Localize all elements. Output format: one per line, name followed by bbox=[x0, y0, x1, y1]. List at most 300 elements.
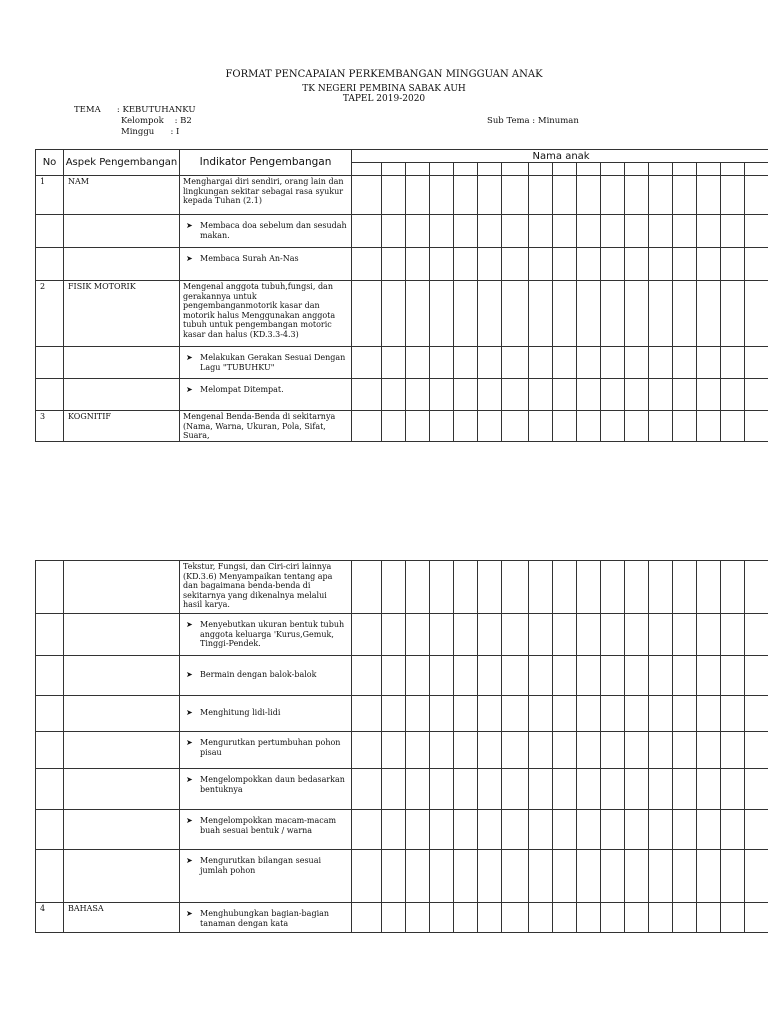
score-cell[interactable] bbox=[745, 810, 768, 850]
aspek-cell bbox=[64, 850, 180, 903]
score-cell[interactable] bbox=[721, 696, 745, 732]
score-cell[interactable] bbox=[406, 176, 430, 215]
score-cell[interactable] bbox=[697, 281, 721, 347]
score-cell[interactable] bbox=[625, 347, 649, 379]
score-cell[interactable] bbox=[601, 732, 625, 769]
score-cell[interactable] bbox=[430, 614, 454, 656]
score-cell[interactable] bbox=[649, 732, 673, 769]
column-header-nama-anak: Nama anak bbox=[352, 150, 768, 163]
score-cell[interactable] bbox=[721, 769, 745, 810]
score-cell[interactable] bbox=[625, 614, 649, 656]
score-cell[interactable] bbox=[478, 411, 502, 442]
score-cell[interactable] bbox=[745, 176, 768, 215]
score-cell[interactable] bbox=[577, 732, 601, 769]
score-cell[interactable] bbox=[454, 903, 478, 933]
score-cell[interactable] bbox=[382, 379, 406, 411]
student-name-header-cell bbox=[697, 163, 721, 176]
score-cell[interactable] bbox=[454, 732, 478, 769]
row-number bbox=[36, 696, 64, 732]
score-cell[interactable] bbox=[454, 379, 478, 411]
score-cell[interactable] bbox=[454, 769, 478, 810]
score-cell[interactable] bbox=[553, 347, 577, 379]
score-cell[interactable] bbox=[745, 696, 768, 732]
score-cell[interactable] bbox=[649, 769, 673, 810]
score-cell[interactable] bbox=[721, 215, 745, 248]
score-cell[interactable] bbox=[601, 696, 625, 732]
score-cell[interactable] bbox=[553, 215, 577, 248]
score-cell[interactable] bbox=[625, 281, 649, 347]
score-cell[interactable] bbox=[406, 215, 430, 248]
score-cell[interactable] bbox=[382, 248, 406, 281]
score-cell[interactable] bbox=[721, 810, 745, 850]
score-cell[interactable] bbox=[625, 215, 649, 248]
score-cell[interactable] bbox=[382, 810, 406, 850]
score-cell[interactable] bbox=[529, 810, 553, 850]
score-cell[interactable] bbox=[601, 379, 625, 411]
score-cell[interactable] bbox=[745, 769, 768, 810]
score-cell[interactable] bbox=[601, 769, 625, 810]
score-cell[interactable] bbox=[406, 696, 430, 732]
score-cell[interactable] bbox=[673, 614, 697, 656]
score-cell[interactable] bbox=[454, 850, 478, 903]
score-cell[interactable] bbox=[697, 379, 721, 411]
table-row bbox=[36, 903, 768, 933]
score-cell[interactable] bbox=[529, 614, 553, 656]
score-cell[interactable] bbox=[601, 411, 625, 442]
score-cell[interactable] bbox=[577, 281, 601, 347]
score-cell[interactable] bbox=[745, 903, 768, 933]
score-cell[interactable] bbox=[478, 656, 502, 696]
score-cell[interactable] bbox=[478, 347, 502, 379]
score-cell[interactable] bbox=[553, 810, 577, 850]
score-cell[interactable] bbox=[382, 281, 406, 347]
score-cell[interactable] bbox=[529, 248, 553, 281]
score-cell[interactable] bbox=[697, 561, 721, 614]
score-cell[interactable] bbox=[553, 769, 577, 810]
score-cell[interactable] bbox=[430, 215, 454, 248]
score-cell[interactable] bbox=[697, 769, 721, 810]
score-cell[interactable] bbox=[382, 347, 406, 379]
score-cell[interactable] bbox=[745, 411, 768, 442]
score-cell[interactable] bbox=[697, 903, 721, 933]
score-cell[interactable] bbox=[454, 656, 478, 696]
row-number: 4 bbox=[36, 903, 64, 933]
score-cell[interactable] bbox=[352, 656, 382, 696]
score-cell[interactable] bbox=[382, 850, 406, 903]
score-cell[interactable] bbox=[406, 347, 430, 379]
score-cell[interactable] bbox=[745, 281, 768, 347]
score-cell[interactable] bbox=[352, 379, 382, 411]
score-cell[interactable] bbox=[673, 347, 697, 379]
score-cell[interactable] bbox=[553, 696, 577, 732]
score-cell[interactable] bbox=[577, 656, 601, 696]
score-cell[interactable] bbox=[430, 732, 454, 769]
score-cell[interactable] bbox=[352, 215, 382, 248]
score-cell[interactable] bbox=[478, 903, 502, 933]
score-cell[interactable] bbox=[454, 411, 478, 442]
score-cell[interactable] bbox=[553, 379, 577, 411]
score-cell[interactable] bbox=[601, 248, 625, 281]
score-cell[interactable] bbox=[382, 614, 406, 656]
score-cell[interactable] bbox=[601, 281, 625, 347]
score-cell[interactable] bbox=[697, 614, 721, 656]
score-cell[interactable] bbox=[430, 248, 454, 281]
score-cell[interactable] bbox=[601, 850, 625, 903]
score-cell[interactable] bbox=[502, 561, 529, 614]
score-cell[interactable] bbox=[352, 903, 382, 933]
score-cell[interactable] bbox=[577, 850, 601, 903]
score-cell[interactable] bbox=[454, 561, 478, 614]
score-cell[interactable] bbox=[553, 281, 577, 347]
score-cell[interactable] bbox=[352, 769, 382, 810]
score-cell[interactable] bbox=[625, 411, 649, 442]
score-cell[interactable] bbox=[553, 614, 577, 656]
score-cell[interactable] bbox=[352, 850, 382, 903]
score-cell[interactable] bbox=[745, 614, 768, 656]
score-cell[interactable] bbox=[601, 215, 625, 248]
score-cell[interactable] bbox=[529, 379, 553, 411]
score-cell[interactable] bbox=[577, 769, 601, 810]
score-cell[interactable] bbox=[430, 903, 454, 933]
score-cell[interactable] bbox=[673, 215, 697, 248]
score-cell[interactable] bbox=[721, 656, 745, 696]
score-cell[interactable] bbox=[601, 176, 625, 215]
score-cell[interactable] bbox=[721, 379, 745, 411]
score-cell[interactable] bbox=[502, 850, 529, 903]
score-cell[interactable] bbox=[529, 215, 553, 248]
score-cell[interactable] bbox=[745, 850, 768, 903]
score-cell[interactable] bbox=[673, 769, 697, 810]
score-cell[interactable] bbox=[502, 411, 529, 442]
score-cell[interactable] bbox=[352, 248, 382, 281]
score-cell[interactable] bbox=[502, 810, 529, 850]
score-cell[interactable] bbox=[649, 248, 673, 281]
score-cell[interactable] bbox=[625, 176, 649, 215]
score-cell[interactable] bbox=[697, 411, 721, 442]
score-cell[interactable] bbox=[577, 248, 601, 281]
score-cell[interactable] bbox=[601, 614, 625, 656]
score-cell[interactable] bbox=[673, 411, 697, 442]
student-name-header-cell bbox=[502, 163, 529, 176]
score-cell[interactable] bbox=[406, 903, 430, 933]
score-cell[interactable] bbox=[352, 614, 382, 656]
table-row bbox=[36, 379, 768, 411]
score-cell[interactable] bbox=[673, 379, 697, 411]
score-cell[interactable] bbox=[649, 281, 673, 347]
score-cell[interactable] bbox=[478, 281, 502, 347]
score-cell[interactable] bbox=[502, 248, 529, 281]
score-cell[interactable] bbox=[553, 561, 577, 614]
student-name-header-cell bbox=[454, 163, 478, 176]
score-cell[interactable] bbox=[529, 347, 553, 379]
score-cell[interactable] bbox=[673, 281, 697, 347]
score-cell[interactable] bbox=[478, 810, 502, 850]
score-cell[interactable] bbox=[382, 656, 406, 696]
score-cell[interactable] bbox=[745, 732, 768, 769]
score-cell[interactable] bbox=[745, 215, 768, 248]
score-cell[interactable] bbox=[430, 281, 454, 347]
score-cell[interactable] bbox=[553, 903, 577, 933]
score-cell[interactable] bbox=[352, 281, 382, 347]
score-cell[interactable] bbox=[529, 696, 553, 732]
score-cell[interactable] bbox=[649, 656, 673, 696]
score-cell[interactable] bbox=[673, 850, 697, 903]
score-cell[interactable] bbox=[454, 215, 478, 248]
score-cell[interactable] bbox=[649, 810, 673, 850]
score-cell[interactable] bbox=[601, 561, 625, 614]
score-cell[interactable] bbox=[673, 903, 697, 933]
score-cell[interactable] bbox=[625, 810, 649, 850]
score-cell[interactable] bbox=[697, 176, 721, 215]
score-cell[interactable] bbox=[502, 281, 529, 347]
score-cell[interactable] bbox=[529, 176, 553, 215]
score-cell[interactable] bbox=[529, 769, 553, 810]
score-cell[interactable] bbox=[649, 903, 673, 933]
table-row bbox=[36, 248, 768, 281]
score-cell[interactable] bbox=[577, 810, 601, 850]
score-cell[interactable] bbox=[601, 656, 625, 696]
score-cell[interactable] bbox=[553, 411, 577, 442]
score-cell[interactable] bbox=[673, 810, 697, 850]
score-cell[interactable] bbox=[577, 696, 601, 732]
score-cell[interactable] bbox=[601, 347, 625, 379]
score-cell[interactable] bbox=[649, 379, 673, 411]
table-row bbox=[36, 656, 768, 696]
score-cell[interactable] bbox=[625, 656, 649, 696]
score-cell[interactable] bbox=[553, 850, 577, 903]
score-cell[interactable] bbox=[697, 215, 721, 248]
row-number bbox=[36, 347, 64, 379]
score-cell[interactable] bbox=[625, 769, 649, 810]
score-cell[interactable] bbox=[649, 850, 673, 903]
score-cell[interactable] bbox=[406, 656, 430, 696]
score-cell[interactable] bbox=[352, 561, 382, 614]
score-cell[interactable] bbox=[406, 769, 430, 810]
score-cell[interactable] bbox=[697, 810, 721, 850]
score-cell[interactable] bbox=[430, 656, 454, 696]
score-cell[interactable] bbox=[382, 903, 406, 933]
score-cell[interactable] bbox=[352, 347, 382, 379]
score-cell[interactable] bbox=[406, 614, 430, 656]
score-cell[interactable] bbox=[721, 248, 745, 281]
score-cell[interactable] bbox=[625, 903, 649, 933]
score-cell[interactable] bbox=[406, 411, 430, 442]
score-cell[interactable] bbox=[478, 379, 502, 411]
score-cell[interactable] bbox=[625, 379, 649, 411]
score-cell[interactable] bbox=[478, 215, 502, 248]
score-cell[interactable] bbox=[625, 850, 649, 903]
score-cell[interactable] bbox=[352, 732, 382, 769]
score-cell[interactable] bbox=[577, 176, 601, 215]
score-cell[interactable] bbox=[382, 561, 406, 614]
score-cell[interactable] bbox=[673, 561, 697, 614]
score-cell[interactable] bbox=[352, 810, 382, 850]
score-cell[interactable] bbox=[478, 732, 502, 769]
score-cell[interactable] bbox=[553, 176, 577, 215]
score-cell[interactable] bbox=[430, 810, 454, 850]
score-cell[interactable] bbox=[430, 696, 454, 732]
student-name-header-cell bbox=[406, 163, 430, 176]
student-name-header-cell bbox=[553, 163, 577, 176]
score-cell[interactable] bbox=[673, 732, 697, 769]
score-cell[interactable] bbox=[430, 769, 454, 810]
score-cell[interactable] bbox=[454, 347, 478, 379]
score-cell[interactable] bbox=[430, 379, 454, 411]
score-cell[interactable] bbox=[529, 411, 553, 442]
score-cell[interactable] bbox=[697, 656, 721, 696]
score-cell[interactable] bbox=[697, 248, 721, 281]
score-cell[interactable] bbox=[721, 614, 745, 656]
score-cell[interactable] bbox=[352, 176, 382, 215]
score-cell[interactable] bbox=[745, 379, 768, 411]
score-cell[interactable] bbox=[649, 614, 673, 656]
score-cell[interactable] bbox=[553, 732, 577, 769]
score-cell[interactable] bbox=[697, 696, 721, 732]
score-cell[interactable] bbox=[430, 850, 454, 903]
score-cell[interactable] bbox=[502, 696, 529, 732]
score-cell[interactable] bbox=[649, 347, 673, 379]
score-cell[interactable] bbox=[430, 347, 454, 379]
score-cell[interactable] bbox=[352, 696, 382, 732]
indikator-cell: Tekstur, Fungsi, dan Ciri-ciri lainnya (KD.3.6) Menyampaikan tentang apa dan bagaimana benda-benda di sekitarnya yang dikenalnya melalui hasil karya. bbox=[180, 561, 352, 614]
row-number bbox=[36, 561, 64, 614]
score-cell[interactable] bbox=[454, 810, 478, 850]
score-cell[interactable] bbox=[478, 850, 502, 903]
score-cell[interactable] bbox=[406, 248, 430, 281]
score-cell[interactable] bbox=[577, 903, 601, 933]
score-cell[interactable] bbox=[649, 176, 673, 215]
bullet-arrow-icon: ➤ bbox=[186, 385, 193, 394]
score-cell[interactable] bbox=[745, 347, 768, 379]
score-cell[interactable] bbox=[478, 614, 502, 656]
indikator-cell bbox=[180, 215, 352, 248]
score-cell[interactable] bbox=[352, 411, 382, 442]
indikator-cell bbox=[180, 379, 352, 411]
score-cell[interactable] bbox=[406, 850, 430, 903]
score-cell[interactable] bbox=[601, 903, 625, 933]
score-cell[interactable] bbox=[454, 696, 478, 732]
score-cell[interactable] bbox=[478, 769, 502, 810]
score-cell[interactable] bbox=[529, 850, 553, 903]
score-cell[interactable] bbox=[406, 810, 430, 850]
score-cell[interactable] bbox=[406, 379, 430, 411]
score-cell[interactable] bbox=[625, 248, 649, 281]
score-cell[interactable] bbox=[502, 732, 529, 769]
score-cell[interactable] bbox=[649, 411, 673, 442]
bullet-arrow-icon: ➤ bbox=[186, 856, 193, 865]
score-cell[interactable] bbox=[478, 696, 502, 732]
score-cell[interactable] bbox=[553, 248, 577, 281]
score-cell[interactable] bbox=[745, 656, 768, 696]
score-cell[interactable] bbox=[502, 614, 529, 656]
indikator-cell: Menghargai diri sendiri, orang lain dan lingkungan sekitar sebagai rasa syukur kepada Tuhan (2.1) bbox=[180, 176, 352, 215]
score-cell[interactable] bbox=[454, 248, 478, 281]
score-cell[interactable] bbox=[502, 903, 529, 933]
score-cell[interactable] bbox=[529, 732, 553, 769]
score-cell[interactable] bbox=[673, 248, 697, 281]
row-number bbox=[36, 248, 64, 281]
score-cell[interactable] bbox=[382, 176, 406, 215]
score-cell[interactable] bbox=[577, 614, 601, 656]
score-cell[interactable] bbox=[577, 561, 601, 614]
score-cell[interactable] bbox=[430, 176, 454, 215]
score-cell[interactable] bbox=[721, 903, 745, 933]
score-cell[interactable] bbox=[577, 411, 601, 442]
score-cell[interactable] bbox=[502, 769, 529, 810]
score-cell[interactable] bbox=[697, 347, 721, 379]
score-cell[interactable] bbox=[649, 215, 673, 248]
score-cell[interactable] bbox=[502, 656, 529, 696]
score-cell[interactable] bbox=[649, 696, 673, 732]
score-cell[interactable] bbox=[382, 696, 406, 732]
score-cell[interactable] bbox=[529, 903, 553, 933]
score-cell[interactable] bbox=[478, 176, 502, 215]
score-cell[interactable] bbox=[745, 248, 768, 281]
score-cell[interactable] bbox=[721, 281, 745, 347]
indikator-cell bbox=[180, 769, 352, 810]
score-cell[interactable] bbox=[502, 215, 529, 248]
score-cell[interactable] bbox=[454, 614, 478, 656]
score-cell[interactable] bbox=[577, 215, 601, 248]
score-cell[interactable] bbox=[406, 561, 430, 614]
score-cell[interactable] bbox=[673, 696, 697, 732]
score-cell[interactable] bbox=[478, 561, 502, 614]
score-cell[interactable] bbox=[430, 411, 454, 442]
score-cell[interactable] bbox=[430, 561, 454, 614]
score-cell[interactable] bbox=[673, 656, 697, 696]
score-cell[interactable] bbox=[721, 732, 745, 769]
score-cell[interactable] bbox=[382, 215, 406, 248]
student-name-header-cell bbox=[721, 163, 745, 176]
score-cell[interactable] bbox=[721, 347, 745, 379]
score-cell[interactable] bbox=[697, 850, 721, 903]
score-cell[interactable] bbox=[454, 176, 478, 215]
score-cell[interactable] bbox=[502, 379, 529, 411]
score-cell[interactable] bbox=[673, 176, 697, 215]
score-cell[interactable] bbox=[529, 281, 553, 347]
score-cell[interactable] bbox=[406, 281, 430, 347]
score-cell[interactable] bbox=[382, 732, 406, 769]
document-title: FORMAT PENCAPAIAN PERKEMBANGAN MINGGUAN ANAK bbox=[225, 69, 543, 80]
score-cell[interactable] bbox=[553, 656, 577, 696]
score-cell[interactable] bbox=[529, 561, 553, 614]
score-cell[interactable] bbox=[502, 176, 529, 215]
score-cell[interactable] bbox=[625, 561, 649, 614]
score-cell[interactable] bbox=[745, 561, 768, 614]
school-year: TAPEL 2019-2020 bbox=[342, 94, 426, 104]
score-cell[interactable] bbox=[406, 732, 430, 769]
score-cell[interactable] bbox=[625, 732, 649, 769]
score-cell[interactable] bbox=[454, 281, 478, 347]
score-cell[interactable] bbox=[721, 561, 745, 614]
score-cell[interactable] bbox=[697, 732, 721, 769]
score-cell[interactable] bbox=[382, 769, 406, 810]
score-cell[interactable] bbox=[502, 347, 529, 379]
bullet-arrow-icon: ➤ bbox=[186, 254, 193, 263]
score-cell[interactable] bbox=[721, 850, 745, 903]
score-cell[interactable] bbox=[601, 810, 625, 850]
score-cell[interactable] bbox=[577, 379, 601, 411]
score-cell[interactable] bbox=[625, 696, 649, 732]
score-cell[interactable] bbox=[529, 656, 553, 696]
score-cell[interactable] bbox=[721, 176, 745, 215]
score-cell[interactable] bbox=[382, 411, 406, 442]
score-cell[interactable] bbox=[649, 561, 673, 614]
score-cell[interactable] bbox=[721, 411, 745, 442]
score-cell[interactable] bbox=[478, 248, 502, 281]
bullet-arrow-icon: ➤ bbox=[186, 909, 193, 918]
score-cell[interactable] bbox=[577, 347, 601, 379]
